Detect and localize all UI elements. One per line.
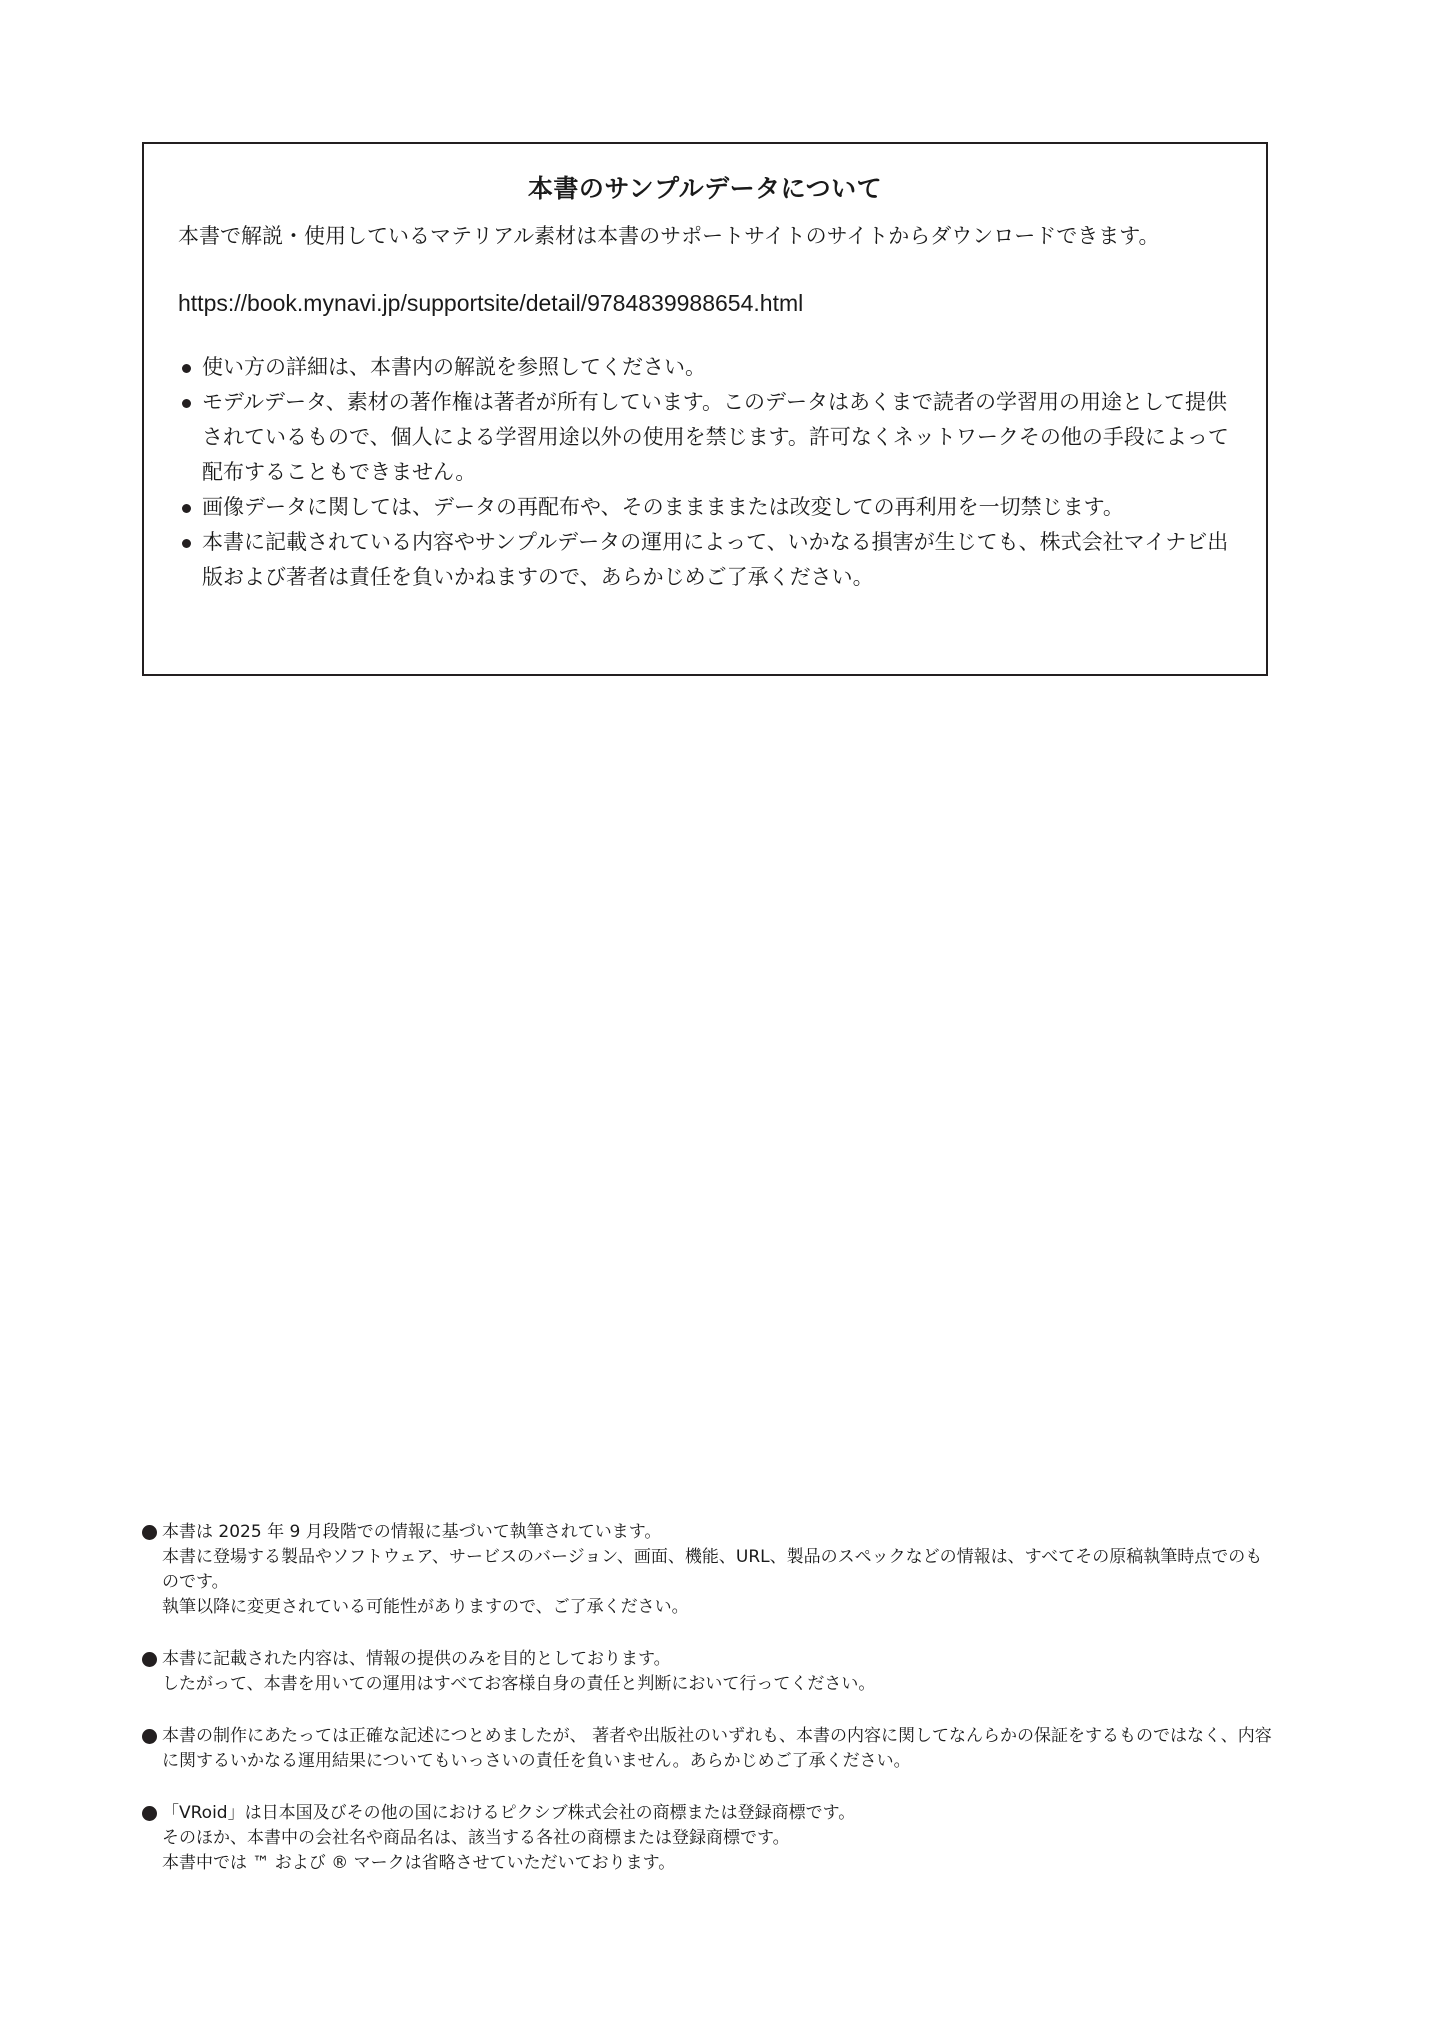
bullet-icon — [182, 539, 191, 548]
box-intro: 本書で解説・使用しているマテリアル素材は本書のサポートサイトのサイトからダウンロードできます。 — [178, 224, 1160, 248]
bullet-icon — [142, 1806, 157, 1821]
legal-notes — [142, 1520, 1272, 1903]
note-line: 本書の制作にあたっては正確な記述につとめましたが、 著者や出版社のいずれも、本書の内容に関してなんらかの保証をするものではなく、内容に関するいかなる運用結果についてもいっさいの責任を負いません。あらかじめご了承ください。 — [162, 1726, 1272, 1771]
sample-data-box — [142, 142, 1268, 676]
legal-note — [142, 1724, 1272, 1774]
legal-note — [142, 1647, 1272, 1697]
usage-rule — [180, 490, 1234, 525]
usage-rule — [180, 350, 1234, 385]
usage-rule-text: 本書に記載されている内容やサンプルデータの運用によって、いかなる損害が生じても、株式会社マイナビ出版および著者は責任を負いかねますので、あらかじめご了承ください。 — [202, 530, 1229, 589]
note-line: 本書中では ™ および ® マークは省略させていただいております。 — [162, 1853, 676, 1873]
usage-rules-list — [176, 350, 1234, 595]
usage-rule — [180, 385, 1234, 490]
bullet-icon — [182, 399, 191, 408]
usage-rule — [180, 525, 1234, 595]
note-line: 本書は 2025 年 9 月段階での情報に基づいて執筆されています。 — [162, 1522, 662, 1542]
usage-rule-text: 画像データに関しては、データの再配布や、そのままままたは改変しての再利用を一切禁じます。 — [202, 495, 1124, 519]
bullet-icon — [182, 504, 191, 513]
legal-note — [142, 1520, 1272, 1620]
note-line: したがって、本書を用いての運用はすべてお客様自身の責任と判断において行ってください。 — [162, 1674, 876, 1694]
usage-rule-text: モデルデータ、素材の著作権は著者が所有しています。このデータはあくまで読者の学習用の用途として提供されているもので、個人による学習用途以外の使用を禁じます。許可なくネットワークその他の手段によって配布することもできません。 — [202, 390, 1229, 484]
note-line: 「VRoid」は日本国及びその他の国におけるピクシブ株式会社の商標または登録商標です。 — [162, 1803, 856, 1823]
bullet-icon — [142, 1729, 157, 1744]
note-line: 執筆以降に変更されている可能性がありますので、ご了承ください。 — [162, 1597, 689, 1617]
bullet-icon — [142, 1525, 157, 1540]
legal-note — [142, 1801, 1272, 1876]
note-line: 本書に記載された内容は、情報の提供のみを目的としております。 — [162, 1649, 671, 1669]
box-title: 本書のサンプルデータについて — [527, 174, 883, 203]
bullet-icon — [142, 1652, 157, 1667]
bullet-icon — [182, 364, 191, 373]
support-site-url[interactable]: https://book.mynavi.jp/supportsite/detail/9784839988654.html — [178, 290, 804, 316]
usage-rule-text: 使い方の詳細は、本書内の解説を参照してください。 — [202, 355, 706, 379]
note-line: そのほか、本書中の会社名や商品名は、該当する各社の商標または登録商標です。 — [162, 1828, 790, 1848]
note-line: 本書に登場する製品やソフトウェア、サービスのバージョン、画面、機能、URL、製品のスペックなどの情報は、すべてその原稿執筆時点でのものです。 — [162, 1547, 1263, 1592]
